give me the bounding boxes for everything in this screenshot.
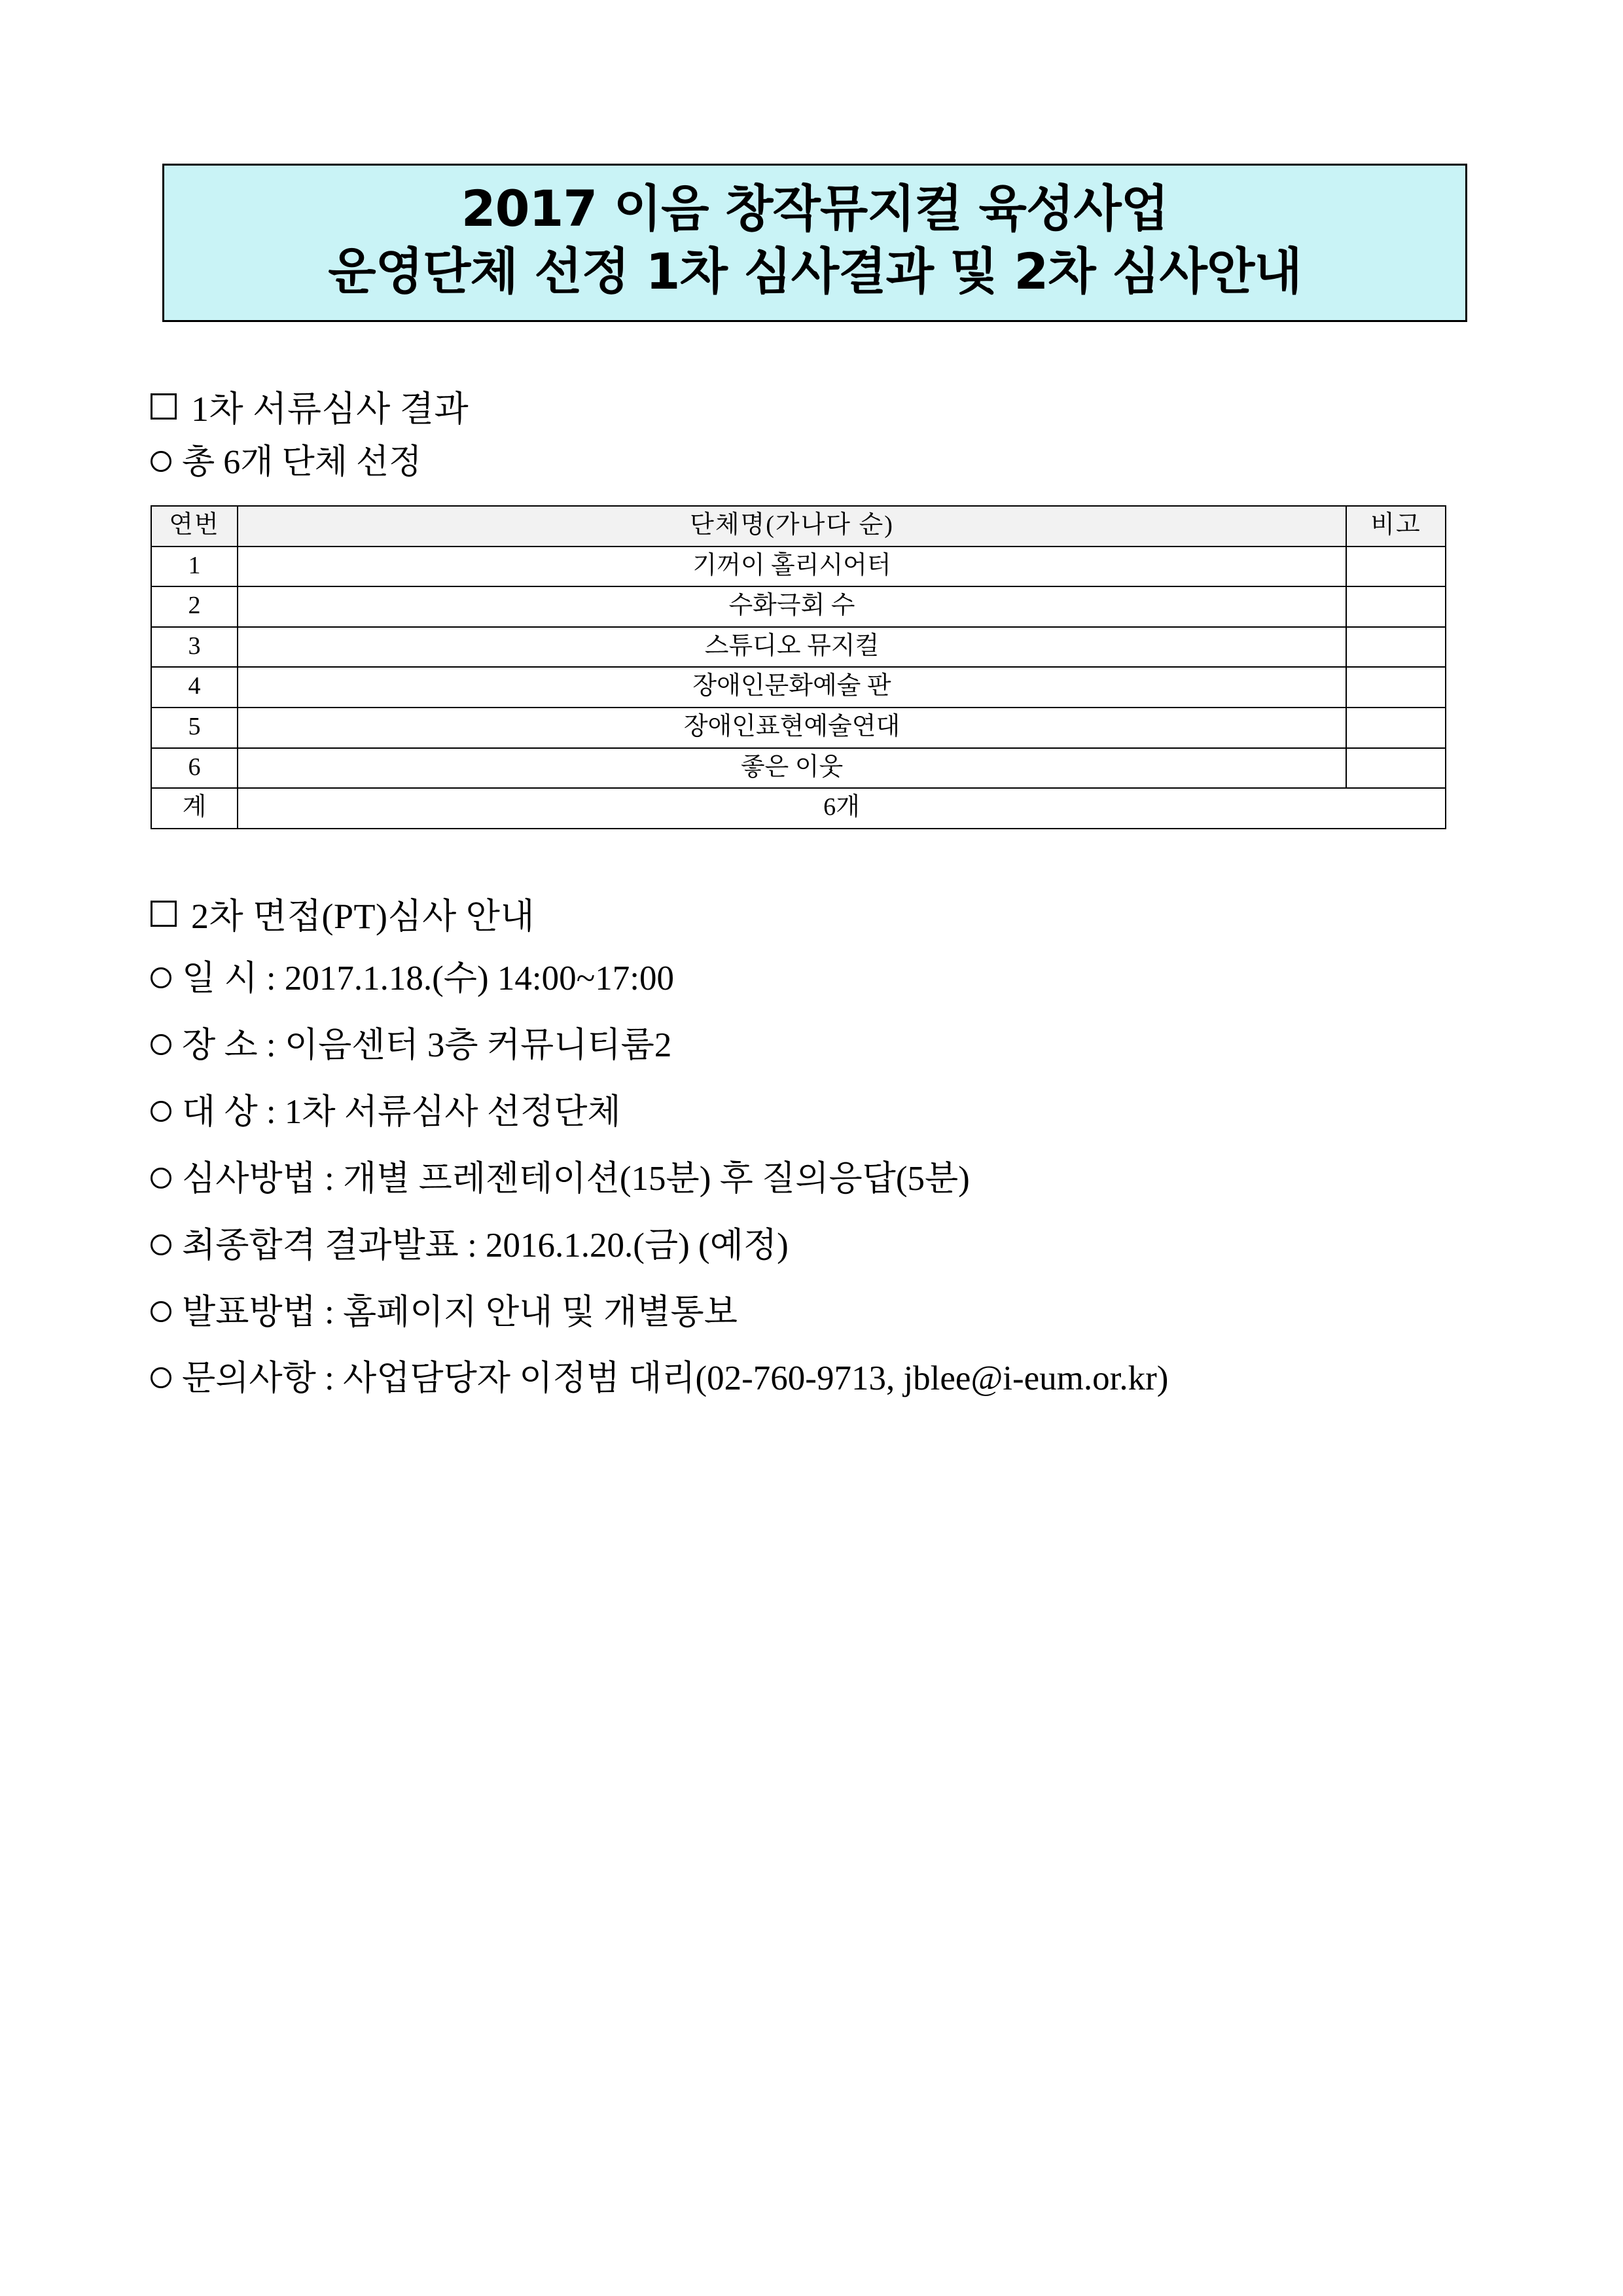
table-row xyxy=(151,547,1446,587)
circle-bullet-icon xyxy=(151,967,171,988)
cell-remark xyxy=(1346,667,1446,708)
section1-heading-row xyxy=(151,385,1479,434)
cell-remark xyxy=(1346,586,1446,627)
list-item xyxy=(151,1018,1479,1074)
title-line-2: 운영단체 선정 1차 심사결과 및 2차 심사안내 xyxy=(328,242,1302,300)
section1-subheading-row xyxy=(151,437,1479,488)
column-header-remark: 비고 xyxy=(1346,506,1446,547)
title-line-1: 2017 이음 창작뮤지컬 육성사업 xyxy=(461,179,1169,238)
circle-bullet-icon xyxy=(151,451,171,472)
circle-bullet-icon xyxy=(151,1367,171,1388)
square-bullet-icon xyxy=(151,901,177,927)
section-first-review xyxy=(151,385,1479,829)
cell-no: 2 xyxy=(151,586,238,627)
info-text: 장 소 : 이음센터 3층 커뮤니티룸2 xyxy=(182,1026,672,1065)
title-banner xyxy=(162,164,1467,322)
table-row xyxy=(151,627,1446,668)
cell-no: 1 xyxy=(151,547,238,587)
section2-heading: 2차 면접(PT)심사 안내 xyxy=(191,896,535,936)
list-item xyxy=(151,951,1479,1007)
circle-bullet-icon xyxy=(151,1234,171,1255)
info-text: 문의사항 : 사업담당자 이정범 대리(02-760-9713, jblee@i-eum.or.kr) xyxy=(182,1359,1169,1398)
section1-heading: 1차 서류심사 결과 xyxy=(191,389,469,429)
cell-no: 3 xyxy=(151,627,238,668)
table-row xyxy=(151,586,1446,627)
circle-bullet-icon xyxy=(151,1034,171,1055)
cell-name: 장애인표현예술연대 xyxy=(238,708,1346,748)
cell-name: 기꺼이 홀리시어터 xyxy=(238,547,1346,587)
info-text: 대 상 : 1차 서류심사 선정단체 xyxy=(182,1093,621,1131)
cell-remark xyxy=(1346,748,1446,789)
list-item xyxy=(151,1085,1479,1141)
cell-remark xyxy=(1346,708,1446,748)
table-row xyxy=(151,708,1446,748)
cell-remark xyxy=(1346,547,1446,587)
cell-name: 수화극회 수 xyxy=(238,586,1346,627)
section-second-review xyxy=(151,892,1479,1408)
cell-name: 스튜디오 뮤지컬 xyxy=(238,627,1346,668)
section1-subheading: 총 6개 단체 선정 xyxy=(182,444,422,482)
table-header-row xyxy=(151,506,1446,547)
cell-no: 4 xyxy=(151,667,238,708)
square-bullet-icon xyxy=(151,393,177,420)
column-header-no: 연번 xyxy=(151,506,238,547)
cell-total-value: 6개 xyxy=(238,788,1446,829)
selected-organizations-table xyxy=(151,505,1446,829)
info-text: 최종합격 결과발표 : 2016.1.20.(금) (예정) xyxy=(182,1226,789,1265)
info-text: 심사방법 : 개별 프레젠테이션(15분) 후 질의응답(5분) xyxy=(182,1159,970,1198)
info-text: 발표방법 : 홈페이지 안내 및 개별통보 xyxy=(182,1293,738,1331)
cell-remark xyxy=(1346,627,1446,668)
circle-bullet-icon xyxy=(151,1301,171,1322)
circle-bullet-icon xyxy=(151,1168,171,1189)
section2-heading-row xyxy=(151,892,1479,941)
list-item xyxy=(151,1151,1479,1208)
table-row xyxy=(151,667,1446,708)
info-text: 일 시 : 2017.1.18.(수) 14:00~17:00 xyxy=(182,960,674,998)
list-item xyxy=(151,1218,1479,1274)
cell-no: 6 xyxy=(151,748,238,789)
cell-name: 좋은 이웃 xyxy=(238,748,1346,789)
cell-no: 5 xyxy=(151,708,238,748)
table-row xyxy=(151,748,1446,789)
list-item xyxy=(151,1351,1479,1407)
list-item xyxy=(151,1285,1479,1341)
circle-bullet-icon xyxy=(151,1101,171,1122)
cell-total-label: 계 xyxy=(151,788,238,829)
cell-name: 장애인문화예술 판 xyxy=(238,667,1346,708)
table-total-row xyxy=(151,788,1446,829)
section2-info-list xyxy=(151,951,1479,1407)
column-header-name: 단체명(가나다 순) xyxy=(238,506,1346,547)
